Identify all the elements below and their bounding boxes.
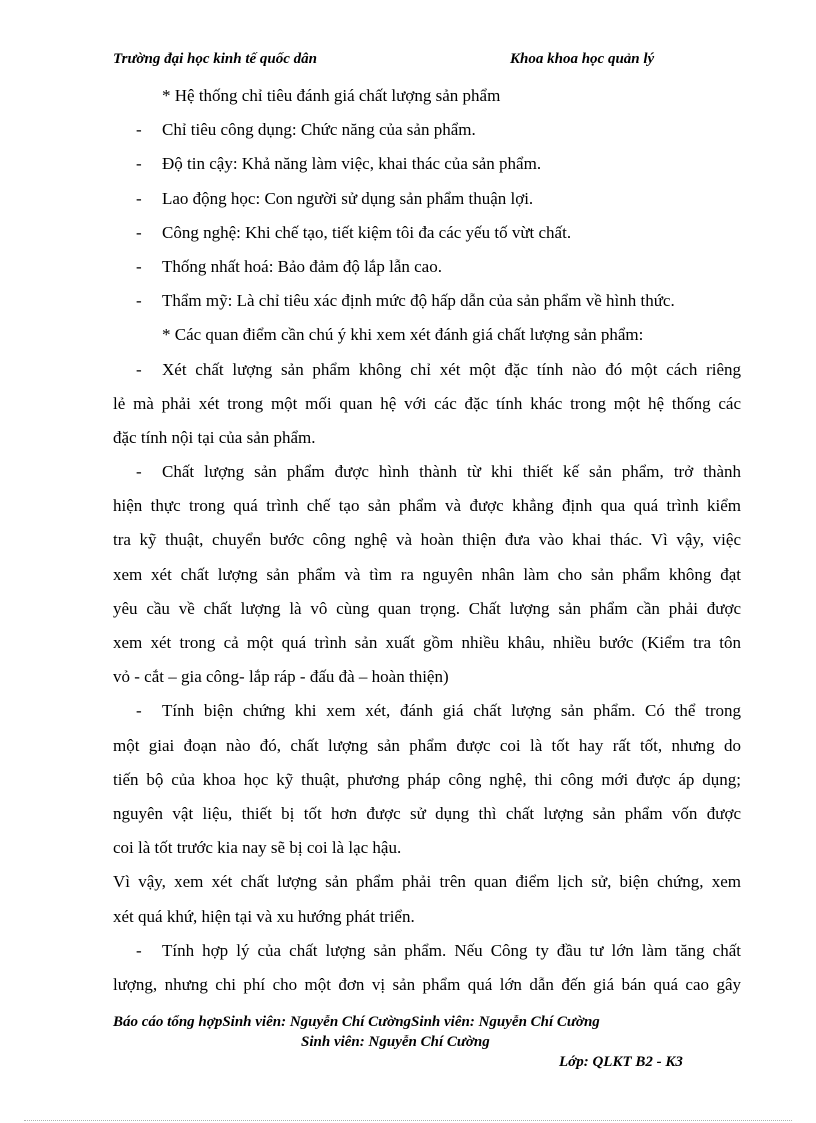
- bullet-dash: -: [136, 701, 142, 721]
- paragraph-line: hiện thực trong quá trình chế tạo sản phẩm và được khẳng định qua quá trình kiểm: [113, 496, 741, 516]
- bullet-dash: -: [136, 291, 142, 311]
- paragraph-line: tra kỹ thuật, chuyển bước công nghệ và hoàn thiện đưa vào khai thác. Vì vậy, việc: [113, 530, 741, 550]
- paragraph-line: lượng, nhưng chi phí cho một đơn vị sản phẩm quá lớn dẫn đến giá bán quá cao gây: [113, 974, 741, 994]
- paragraph-line: đặc tính nội tại của sản phẩm.: [113, 427, 316, 447]
- bullet-text: Thẩm mỹ: Là chỉ tiêu xác định mức độ hấp dẫn của sản phẩm về hình thức.: [162, 291, 675, 311]
- bullet-dash: -: [136, 222, 142, 242]
- bullet-dash: -: [136, 256, 142, 276]
- page-body: [113, 79, 741, 1002]
- bullet-dash: -: [136, 188, 142, 208]
- section-heading-viewpoints: * Các quan điểm cần chú ý khi xem xét đánh giá chất lượng sản phẩm:: [162, 325, 644, 345]
- paragraph-line: Vì vậy, xem xét chất lượng sản phẩm phải trên quan điểm lịch sử, biện chứng, xem: [113, 872, 741, 892]
- paragraph-line: vỏ - cắt – gia công- lắp ráp - đấu đà – hoàn thiện): [113, 667, 449, 687]
- bullet-text: Độ tin cậy: Khả năng làm việc, khai thác của sản phẩm.: [162, 154, 542, 174]
- header-faculty: Khoa khoa học quản lý: [510, 51, 655, 67]
- paragraph-text: Tính hợp lý của chất lượng sản phẩm. Nếu Công ty đầu tư lớn làm tăng chất: [162, 940, 741, 960]
- paragraph-line: xem xét chất lượng sản phẩm và tìm ra nguyên nhân làm cho sản phẩm không đạt: [113, 564, 741, 584]
- paragraph-line: lẻ mà phải xét trong một mối quan hệ với các đặc tính khác trong một hệ thống các: [113, 393, 741, 413]
- paragraph-line: [113, 934, 741, 968]
- bullet-dash: -: [136, 154, 142, 174]
- paragraph-text: Chất lượng sản phẩm được hình thành từ khi thiết kế sản phẩm, trở thành: [162, 462, 741, 482]
- footer-report-line: Báo cáo tổng hợpSinh viên: Nguyễn Chí CườngSinh viên: Nguyễn Chí Cường: [113, 1014, 600, 1030]
- bullet-text: Công nghệ: Khi chế tạo, tiết kiệm tôi đa các yếu tố vừt chất.: [162, 222, 572, 242]
- footer-class-line: Lớp: QLKT B2 - K3: [559, 1054, 683, 1070]
- bullet-item: [113, 250, 741, 284]
- bullet-dash: -: [136, 462, 142, 482]
- paragraph-line: [113, 694, 741, 728]
- paragraph-line: coi là tốt trước kia nay sẽ bị coi là lạc hậu.: [113, 838, 402, 858]
- header-university: Trường đại học kinh tế quốc dân: [113, 51, 318, 67]
- paragraph-line: [113, 353, 741, 387]
- bullet-text: Lao động học: Con người sử dụng sản phẩm thuận lợi.: [162, 188, 534, 208]
- bullet-dash: -: [136, 359, 142, 379]
- section-heading-criteria: * Hệ thống chỉ tiêu đánh giá chất lượng sản phẩm: [162, 86, 501, 105]
- paragraph-line: yêu cầu về chất lượng là vô cùng quan trọng. Chất lượng sản phẩm cần phải được: [113, 598, 741, 618]
- paragraph-line: xem xét trong cả một quá trình sản xuất gồm nhiều khâu, nhiều bước (Kiểm tra tôn: [113, 633, 741, 652]
- paragraph-line: xét quá khứ, hiện tại và xu hướng phát triển.: [113, 906, 415, 926]
- page-header: [113, 51, 673, 73]
- footer-student-line: Sinh viên: Nguyễn Chí Cường: [301, 1034, 490, 1050]
- bullet-item: [113, 284, 741, 318]
- bullet-item: [113, 216, 741, 250]
- bullet-text: Chỉ tiêu công dụng: Chức năng của sản phẩm.: [162, 120, 476, 140]
- bullet-dash: -: [136, 940, 142, 960]
- paragraph-line: tiến bộ của khoa học kỹ thuật, phương pháp công nghệ, thi công mới được áp dụng;: [113, 769, 741, 789]
- bullet-text: Thống nhất hoá: Bảo đảm độ lắp lẫn cao.: [162, 256, 442, 276]
- bullet-dash: -: [136, 120, 142, 140]
- paragraph-text: Xét chất lượng sản phẩm không chỉ xét một đặc tính nào đó một cách riêng: [162, 359, 741, 379]
- paragraph-text: Tính biện chứng khi xem xét, đánh giá chất lượng sản phẩm. Có thể trong: [162, 701, 741, 721]
- bullet-item: [113, 182, 741, 216]
- paragraph-line: nguyên vật liệu, thiết bị tốt hơn được sử dụng thì chất lượng sản phẩm vốn được: [113, 803, 741, 823]
- bullet-item: [113, 113, 741, 147]
- paragraph-line: một giai đoạn nào đó, chất lượng sản phẩm được coi là tốt hay rất tốt, nhưng do: [113, 735, 741, 755]
- page-bottom-divider: [24, 1120, 792, 1121]
- bullet-item: [113, 147, 741, 181]
- paragraph-line: [113, 455, 741, 489]
